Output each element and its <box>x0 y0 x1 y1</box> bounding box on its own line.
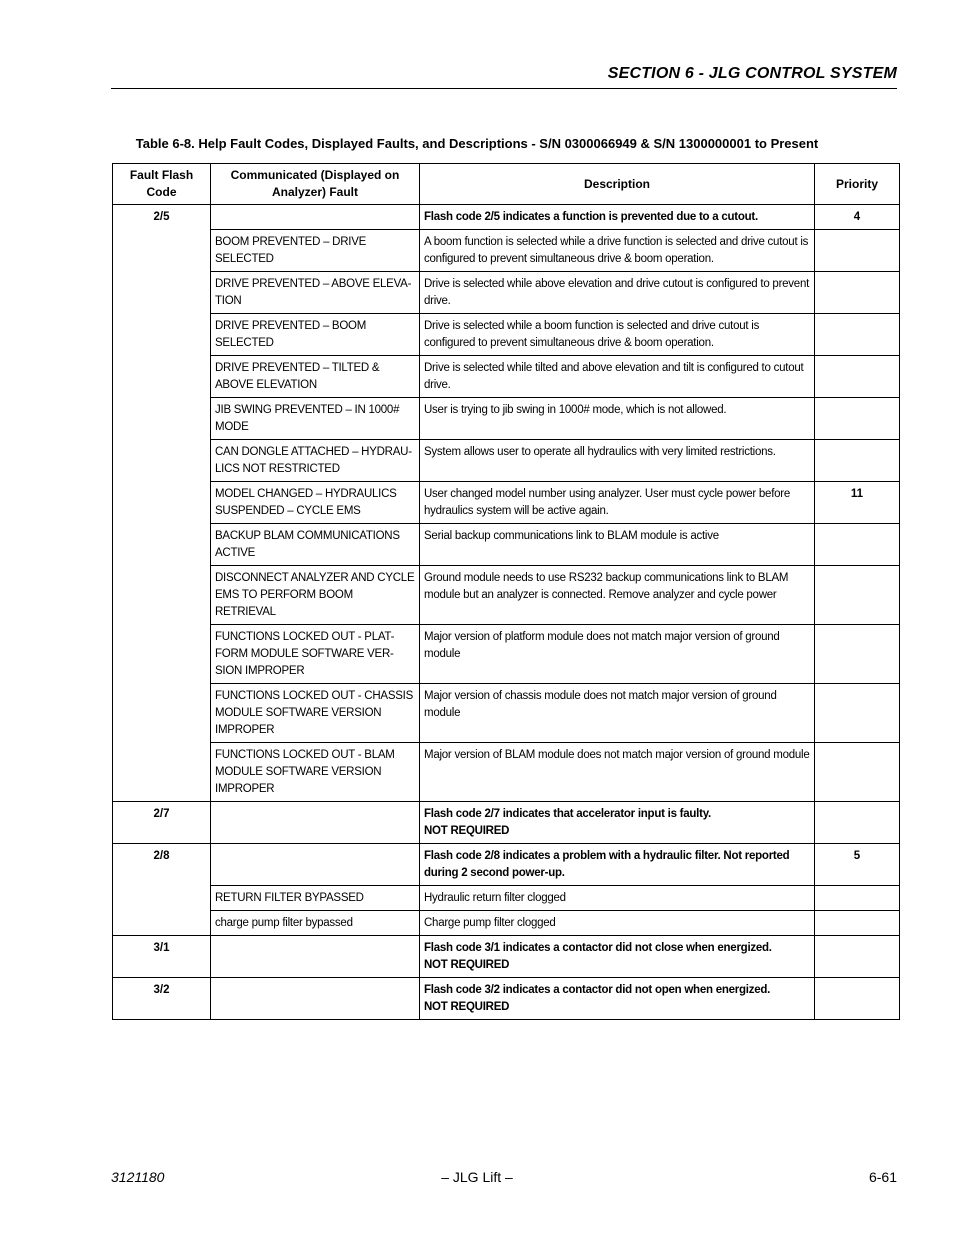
priority-cell <box>815 272 900 314</box>
table-row <box>113 684 900 743</box>
column-header-priority: Priority <box>815 164 900 205</box>
column-header-description: Description <box>420 164 815 205</box>
fault-description: Charge pump filter clogged <box>420 911 815 936</box>
fault-cell-empty <box>211 802 420 844</box>
table-row <box>113 844 900 886</box>
table-row <box>113 936 900 978</box>
priority-cell <box>815 886 900 911</box>
fault-description: Drive is selected while above elevation and drive cutout is configured to prevent drive. <box>420 272 815 314</box>
priority-cell: 11 <box>815 482 900 524</box>
table-row <box>113 398 900 440</box>
footer-company: – JLG Lift – <box>441 1169 513 1185</box>
priority-cell <box>815 978 900 1020</box>
priority-cell <box>815 566 900 625</box>
section-title: SECTION 6 - JLG CONTROL SYSTEM <box>607 65 897 82</box>
priority-cell <box>815 314 900 356</box>
fault-description: Drive is selected while a boom function is selected and drive cutout is configured to prevent simultaneous drive & boom operation. <box>420 314 815 356</box>
fault-flash-code: 2/8 <box>113 844 211 936</box>
flash-code-description-text: Flash code 3/2 indicates a contactor did not open when energized. <box>424 984 771 996</box>
table-row <box>113 886 900 911</box>
displayed-fault: FUNCTIONS LOCKED OUT - BLAM MODULE SOFTWARE VERSION IMPROPER <box>211 743 420 802</box>
fault-cell-empty <box>211 978 420 1020</box>
table-row <box>113 314 900 356</box>
table-row <box>113 482 900 524</box>
flash-code-description <box>420 844 815 886</box>
priority-cell <box>815 524 900 566</box>
fault-flash-code: 3/2 <box>113 978 211 1020</box>
priority-cell <box>815 398 900 440</box>
displayed-fault: RETURN FILTER BYPASSED <box>211 886 420 911</box>
fault-description: Drive is selected while tilted and above elevation and tilt is configured to cutout drive. <box>420 356 815 398</box>
fault-description: User is trying to jib swing in 1000# mode, which is not allowed. <box>420 398 815 440</box>
fault-flash-code: 2/7 <box>113 802 211 844</box>
flash-code-description-text: Flash code 3/1 indicates a contactor did not close when energized. <box>424 942 772 954</box>
displayed-fault: DISCONNECT ANALYZER AND CYCLE EMS TO PERFORM BOOM RETRIEVAL <box>211 566 420 625</box>
table-header-row <box>113 164 900 205</box>
table-row <box>113 272 900 314</box>
fault-description: A boom function is selected while a drive function is selected and drive cutout is configured to prevent simultaneous drive & boom operation. <box>420 230 815 272</box>
table-row <box>113 205 900 230</box>
fault-codes-table <box>112 163 900 1020</box>
displayed-fault: BOOM PREVENTED – DRIVE SELECTED <box>211 230 420 272</box>
displayed-fault: DRIVE PREVENTED – BOOM SELECTED <box>211 314 420 356</box>
fault-description: Major version of platform module does not match major version of ground module <box>420 625 815 684</box>
fault-description: Major version of chassis module does not match major version of ground module <box>420 684 815 743</box>
table-body <box>113 205 900 1020</box>
priority-cell <box>815 440 900 482</box>
priority-cell <box>815 936 900 978</box>
priority-cell <box>815 743 900 802</box>
flash-code-note: NOT REQUIRED <box>424 959 510 971</box>
priority-cell <box>815 356 900 398</box>
table-row <box>113 911 900 936</box>
fault-cell-empty <box>211 936 420 978</box>
flash-code-description-text: Flash code 2/7 indicates that accelerator input is faulty. <box>424 808 711 820</box>
fault-description: Major version of BLAM module does not match major version of ground module <box>420 743 815 802</box>
fault-flash-code: 3/1 <box>113 936 211 978</box>
priority-cell: 5 <box>815 844 900 886</box>
column-header-code: Fault Flash Code <box>113 164 211 205</box>
table-row <box>113 802 900 844</box>
table-row <box>113 440 900 482</box>
fault-flash-code: 2/5 <box>113 205 211 802</box>
table-row <box>113 625 900 684</box>
flash-code-description <box>420 802 815 844</box>
table-caption: Table 6-8. Help Fault Codes, Displayed Faults, and Descriptions - S/N 0300066949 & S/N 1300000001 to Present <box>135 136 819 151</box>
table-row <box>113 743 900 802</box>
displayed-fault: CAN DONGLE ATTACHED – HYDRAU-LICS NOT RESTRICTED <box>211 440 420 482</box>
flash-code-note: NOT REQUIRED <box>424 825 510 837</box>
page-number: 6-61 <box>868 1169 897 1185</box>
priority-cell: 4 <box>815 205 900 230</box>
fault-description: Ground module needs to use RS232 backup communications link to BLAM module but an analyzer is connected. Remove analyzer and cycle power <box>420 566 815 625</box>
fault-description: System allows user to operate all hydraulics with very limited restrictions. <box>420 440 815 482</box>
displayed-fault: BACKUP BLAM COMMUNICATIONS ACTIVE <box>211 524 420 566</box>
priority-cell <box>815 684 900 743</box>
document-number: 3121180 <box>111 1169 165 1185</box>
table-row <box>113 230 900 272</box>
flash-code-description-text: Flash code 2/8 indicates a problem with a hydraulic filter. Not reported during 2 second power-up. <box>424 850 790 879</box>
column-header-fault: Communicated (Displayed on Analyzer) Fault <box>211 164 420 205</box>
displayed-fault: DRIVE PREVENTED – TILTED & ABOVE ELEVATION <box>211 356 420 398</box>
displayed-fault: MODEL CHANGED – HYDRAULICS SUSPENDED – CYCLE EMS <box>211 482 420 524</box>
header-divider <box>111 88 897 89</box>
displayed-fault: FUNCTIONS LOCKED OUT - PLAT-FORM MODULE SOFTWARE VER-SION IMPROPER <box>211 625 420 684</box>
displayed-fault: charge pump filter bypassed <box>211 911 420 936</box>
priority-cell <box>815 802 900 844</box>
displayed-fault: JIB SWING PREVENTED – IN 1000# MODE <box>211 398 420 440</box>
flash-code-description <box>420 205 815 230</box>
displayed-fault: FUNCTIONS LOCKED OUT - CHASSIS MODULE SOFTWARE VERSION IMPROPER <box>211 684 420 743</box>
flash-code-note: NOT REQUIRED <box>424 1001 510 1013</box>
fault-description: Serial backup communications link to BLAM module is active <box>420 524 815 566</box>
table-row <box>113 978 900 1020</box>
displayed-fault: DRIVE PREVENTED – ABOVE ELEVA-TION <box>211 272 420 314</box>
table-row <box>113 524 900 566</box>
fault-description: User changed model number using analyzer. User must cycle power before hydraulics system will be active again. <box>420 482 815 524</box>
priority-cell <box>815 625 900 684</box>
flash-code-description-text: Flash code 2/5 indicates a function is prevented due to a cutout. <box>424 211 758 223</box>
flash-code-description <box>420 936 815 978</box>
table-row <box>113 356 900 398</box>
priority-cell <box>815 230 900 272</box>
fault-description: Hydraulic return filter clogged <box>420 886 815 911</box>
flash-code-description <box>420 978 815 1020</box>
table-row <box>113 566 900 625</box>
priority-cell <box>815 911 900 936</box>
fault-cell-empty <box>211 844 420 886</box>
fault-cell-empty <box>211 205 420 230</box>
